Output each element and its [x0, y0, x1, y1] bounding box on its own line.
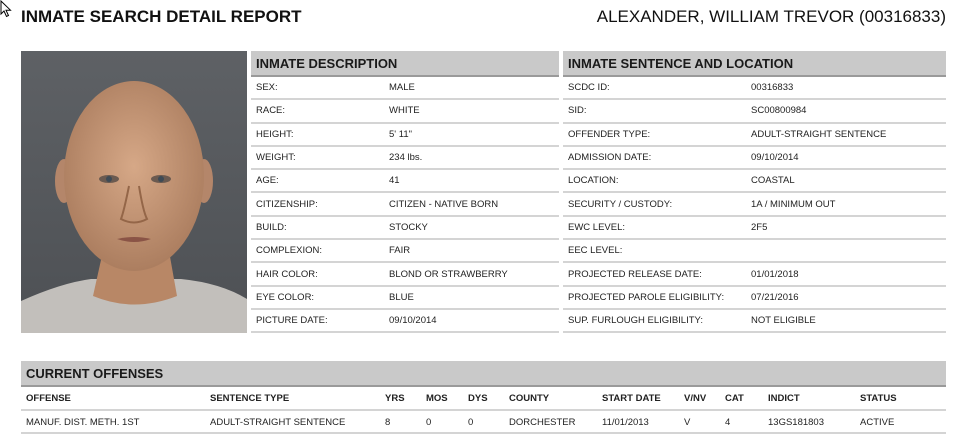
description-row [251, 240, 559, 263]
description-row [251, 124, 559, 147]
field-label: SID: [568, 105, 587, 117]
field-label: PICTURE DATE: [256, 315, 328, 327]
field-label: CITIZENSHIP: [256, 198, 318, 210]
description-row [251, 170, 559, 193]
column-header: YRS [385, 393, 405, 404]
offense-cell: 11/01/2013 [602, 416, 649, 428]
field-label: OFFENDER TYPE: [568, 128, 651, 140]
field-label: EYE COLOR: [256, 291, 315, 303]
field-value: 09/10/2014 [389, 315, 437, 327]
offense-cell: V [684, 416, 691, 428]
field-value: COASTAL [751, 175, 795, 187]
field-value: 07/21/2016 [751, 291, 799, 303]
field-value: BLUE [389, 291, 414, 303]
field-label: HEIGHT: [256, 128, 294, 140]
field-value: 41 [389, 175, 400, 187]
field-value: 2F5 [751, 221, 768, 233]
offense-cell: 0 [468, 416, 474, 428]
offense-cell: MANUF. DIST. METH. 1ST [26, 416, 140, 428]
current-offenses-heading: CURRENT OFFENSES [21, 361, 946, 387]
field-label: ADMISSION DATE: [568, 152, 652, 164]
field-value: MALE [389, 82, 415, 94]
sentence-row [563, 240, 946, 263]
column-header: CAT [725, 393, 744, 404]
field-label: BUILD: [256, 221, 287, 233]
column-header: MOS [426, 393, 448, 404]
field-label: SEX: [256, 82, 278, 94]
inmate-description-panel [251, 51, 559, 333]
field-label: LOCATION: [568, 175, 619, 187]
sentence-row [563, 77, 946, 100]
sentence-row [563, 287, 946, 310]
offense-cell: 8 [385, 416, 391, 428]
field-label: EEC LEVEL: [568, 245, 623, 257]
field-label: EWC LEVEL: [568, 221, 626, 233]
column-header: START DATE [602, 393, 661, 404]
sentence-row [563, 263, 946, 286]
field-label: COMPLEXION: [256, 245, 322, 257]
page-title: INMATE SEARCH DETAIL REPORT [21, 7, 302, 26]
description-row [251, 147, 559, 170]
description-row [251, 263, 559, 286]
sentence-row [563, 124, 946, 147]
offense-cell: ADULT-STRAIGHT SENTENCE [210, 416, 346, 428]
field-value: STOCKY [389, 221, 428, 233]
column-header: STATUS [860, 393, 897, 404]
inmate-sentence-location-heading: INMATE SENTENCE AND LOCATION [563, 51, 946, 77]
field-value: SC00800984 [751, 105, 807, 117]
description-row [251, 217, 559, 240]
field-value: 5' 11" [389, 128, 412, 140]
field-label: WEIGHT: [256, 152, 296, 164]
column-header: COUNTY [509, 393, 550, 404]
inmate-description-heading: INMATE DESCRIPTION [251, 51, 559, 77]
current-offenses-section [21, 361, 946, 434]
field-value: CITIZEN - NATIVE BORN [389, 198, 499, 210]
offense-cell: ACTIVE [860, 416, 895, 428]
column-header: INDICT [768, 393, 800, 404]
field-label: PROJECTED PAROLE ELIGIBILITY: [568, 291, 725, 303]
description-row [251, 100, 559, 123]
inmate-name: ALEXANDER, WILLIAM TREVOR (00316833) [596, 7, 946, 26]
inmate-sentence-location-panel [563, 51, 946, 333]
offense-cell: 4 [725, 416, 731, 428]
field-label: SECURITY / CUSTODY: [568, 198, 673, 210]
column-header: DYS [468, 393, 488, 404]
field-value: ADULT-STRAIGHT SENTENCE [751, 128, 887, 140]
field-value: 00316833 [751, 82, 794, 94]
field-value: 09/10/2014 [751, 152, 799, 164]
field-value: WHITE [389, 105, 420, 117]
field-value: 1A / MINIMUM OUT [751, 198, 836, 210]
field-value: 01/01/2018 [751, 268, 799, 280]
field-label: HAIR COLOR: [256, 268, 318, 280]
offense-row [21, 411, 946, 435]
offense-cell: 13GS181803 [768, 416, 824, 428]
sentence-row [563, 100, 946, 123]
field-label: SCDC ID: [568, 82, 610, 94]
sentence-row [563, 170, 946, 193]
description-row [251, 310, 559, 333]
field-value: 234 lbs. [389, 152, 423, 164]
field-label: AGE: [256, 175, 279, 187]
sentence-row [563, 147, 946, 170]
sentence-row [563, 217, 946, 240]
sentence-row [563, 193, 946, 216]
inmate-photo [21, 51, 247, 333]
field-label: RACE: [256, 105, 286, 117]
description-row [251, 193, 559, 216]
column-header: OFFENSE [26, 393, 71, 404]
field-label: PROJECTED RELEASE DATE: [568, 268, 702, 280]
mouse-cursor-icon [0, 0, 14, 18]
column-header: V/NV [684, 393, 707, 404]
field-value: FAIR [389, 245, 411, 257]
description-row [251, 287, 559, 310]
sentence-row [563, 310, 946, 333]
inmate-photo-image [21, 51, 247, 333]
field-value: NOT ELIGIBLE [751, 315, 816, 327]
column-header: SENTENCE TYPE [210, 393, 290, 404]
field-value: BLOND OR STRAWBERRY [389, 268, 508, 280]
field-label: SUP. FURLOUGH ELIGIBILITY: [568, 315, 703, 327]
description-row [251, 77, 559, 100]
offenses-header-row [21, 387, 946, 411]
offense-cell: DORCHESTER [509, 416, 576, 428]
offense-cell: 0 [426, 416, 432, 428]
